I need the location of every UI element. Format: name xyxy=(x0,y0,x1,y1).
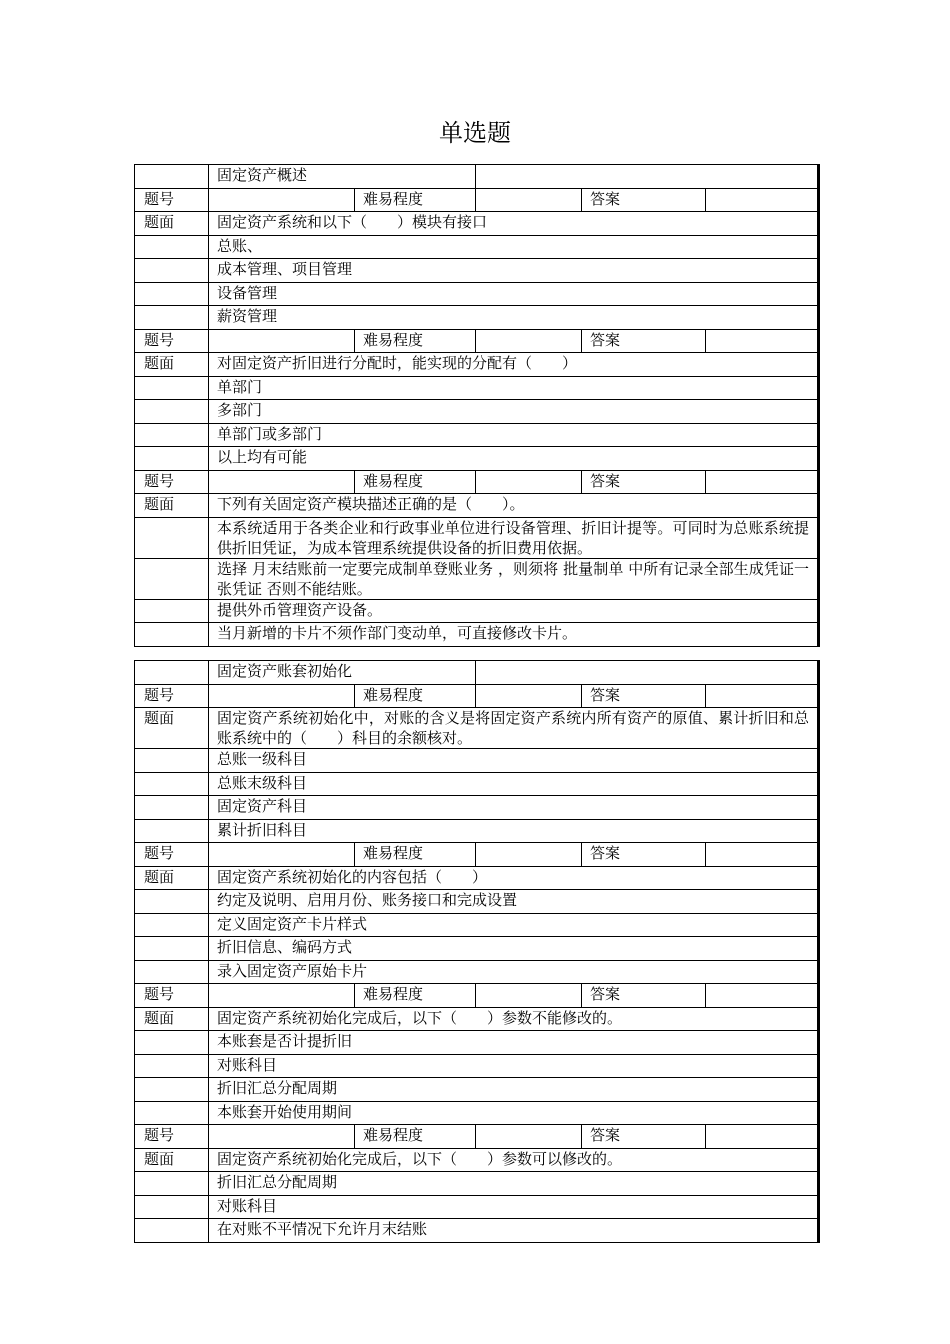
option-text: 总账末级科目 xyxy=(209,772,819,796)
answer-value xyxy=(706,684,819,708)
option-blank-cell xyxy=(135,235,209,259)
option-blank-cell xyxy=(135,599,209,623)
option-text: 单部门 xyxy=(209,376,819,400)
answer-value xyxy=(706,1125,819,1149)
question-stem-row xyxy=(135,866,819,890)
option-row xyxy=(135,960,819,984)
option-blank-cell xyxy=(135,1078,209,1102)
option-text: 本账套开始使用期间 xyxy=(209,1101,819,1125)
option-text: 成本管理、项目管理 xyxy=(209,259,819,283)
option-row xyxy=(135,937,819,961)
option-text: 折旧信息、编码方式 xyxy=(209,937,819,961)
question-meta-row xyxy=(135,470,819,494)
option-row xyxy=(135,819,819,843)
option-text: 本系统适用于各类企业和行政事业单位进行设备管理、折旧计提等。可同时为总账系统提供折旧凭证，为成本管理系统提供设备的折旧费用依据。 xyxy=(209,517,819,558)
option-text: 固定资产科目 xyxy=(209,796,819,820)
option-text: 薪资管理 xyxy=(209,306,819,330)
heading-blank-cell xyxy=(135,165,209,189)
question-stem-row xyxy=(135,1007,819,1031)
option-row xyxy=(135,796,819,820)
option-blank-cell xyxy=(135,517,209,558)
option-row xyxy=(135,447,819,471)
section-heading: 固定资产概述 xyxy=(209,165,476,189)
question-stem-row xyxy=(135,494,819,518)
question-no-value xyxy=(209,188,355,212)
option-text: 对账科目 xyxy=(209,1054,819,1078)
question-meta-row xyxy=(135,843,819,867)
question-no-label: 题号 xyxy=(135,684,209,708)
difficulty-value xyxy=(476,843,582,867)
stem-label: 题面 xyxy=(135,1148,209,1172)
answer-label: 答案 xyxy=(582,470,706,494)
answer-label: 答案 xyxy=(582,329,706,353)
difficulty-label: 难易程度 xyxy=(355,188,476,212)
question-table-account-initialization xyxy=(134,660,820,1243)
page-title: 单选题 xyxy=(439,119,511,147)
answer-value xyxy=(706,188,819,212)
option-blank-cell xyxy=(135,376,209,400)
option-blank-cell xyxy=(135,623,209,647)
question-stem-row xyxy=(135,353,819,377)
heading-blank-cell xyxy=(476,661,819,685)
option-text: 单部门或多部门 xyxy=(209,423,819,447)
option-text: 总账、 xyxy=(209,235,819,259)
option-row xyxy=(135,913,819,937)
option-text: 对账科目 xyxy=(209,1195,819,1219)
question-stem: 固定资产系统和以下（ ）模块有接口 xyxy=(209,212,819,236)
option-row xyxy=(135,400,819,424)
stem-label: 题面 xyxy=(135,1007,209,1031)
option-row xyxy=(135,1054,819,1078)
option-blank-cell xyxy=(135,796,209,820)
question-stem: 固定资产系统初始化完成后，以下（ ）参数不能修改的。 xyxy=(209,1007,819,1031)
question-meta-row xyxy=(135,1125,819,1149)
option-text: 以上均有可能 xyxy=(209,447,819,471)
option-text: 定义固定资产卡片样式 xyxy=(209,913,819,937)
question-stem: 固定资产系统初始化完成后，以下（ ）参数可以修改的。 xyxy=(209,1148,819,1172)
option-text: 录入固定资产原始卡片 xyxy=(209,960,819,984)
option-text: 当月新增的卡片不须作部门变动单，可直接修改卡片。 xyxy=(209,623,819,647)
question-table-fixed-assets-overview xyxy=(134,164,820,647)
question-no-label: 题号 xyxy=(135,188,209,212)
question-no-label: 题号 xyxy=(135,470,209,494)
section-heading-row xyxy=(135,661,819,685)
option-blank-cell xyxy=(135,1054,209,1078)
option-text: 选择 月末结账前一定要完成制单登账业务 ，则须将 批量制单 中所有记录全部生成凭证一张凭证 否则不能结账。 xyxy=(209,558,819,599)
heading-blank-cell xyxy=(135,661,209,685)
option-text: 设备管理 xyxy=(209,282,819,306)
option-row xyxy=(135,282,819,306)
option-row xyxy=(135,749,819,773)
option-row xyxy=(135,1172,819,1196)
option-blank-cell xyxy=(135,423,209,447)
option-row xyxy=(135,259,819,283)
question-stem: 固定资产系统初始化中，对账的含义是将固定资产系统内所有资产的原值、累计折旧和总账系统中的（ ）科目的余额核对。 xyxy=(209,708,819,749)
question-no-value xyxy=(209,1125,355,1149)
question-no-value xyxy=(209,329,355,353)
option-blank-cell xyxy=(135,306,209,330)
option-blank-cell xyxy=(135,259,209,283)
question-no-value xyxy=(209,984,355,1008)
question-stem-row xyxy=(135,708,819,749)
option-row xyxy=(135,599,819,623)
stem-label: 题面 xyxy=(135,353,209,377)
option-text: 在对账不平情况下允许月末结账 xyxy=(209,1219,819,1243)
option-row xyxy=(135,235,819,259)
option-text: 提供外币管理资产设备。 xyxy=(209,599,819,623)
answer-label: 答案 xyxy=(582,1125,706,1149)
option-blank-cell xyxy=(135,447,209,471)
option-blank-cell xyxy=(135,1031,209,1055)
question-stem-row xyxy=(135,1148,819,1172)
option-text: 多部门 xyxy=(209,400,819,424)
heading-blank-cell xyxy=(476,165,819,189)
difficulty-label: 难易程度 xyxy=(355,1125,476,1149)
question-stem: 对固定资产折旧进行分配时，能实现的分配有（ ） xyxy=(209,353,819,377)
option-text: 折旧汇总分配周期 xyxy=(209,1172,819,1196)
question-meta-row xyxy=(135,684,819,708)
question-stem: 固定资产系统初始化的内容包括（ ） xyxy=(209,866,819,890)
difficulty-value xyxy=(476,1125,582,1149)
option-text: 约定及说明、启用月份、账务接口和完成设置 xyxy=(209,890,819,914)
question-no-label: 题号 xyxy=(135,984,209,1008)
option-text: 累计折旧科目 xyxy=(209,819,819,843)
option-row xyxy=(135,423,819,447)
question-no-label: 题号 xyxy=(135,843,209,867)
question-stem: 下列有关固定资产模块描述正确的是（ ）。 xyxy=(209,494,819,518)
answer-label: 答案 xyxy=(582,684,706,708)
option-blank-cell xyxy=(135,937,209,961)
question-stem-row xyxy=(135,212,819,236)
answer-label: 答案 xyxy=(582,188,706,212)
question-meta-row xyxy=(135,984,819,1008)
stem-label: 题面 xyxy=(135,494,209,518)
question-no-value xyxy=(209,684,355,708)
difficulty-label: 难易程度 xyxy=(355,843,476,867)
option-blank-cell xyxy=(135,1172,209,1196)
option-row xyxy=(135,623,819,647)
answer-label: 答案 xyxy=(582,843,706,867)
option-text: 总账一级科目 xyxy=(209,749,819,773)
difficulty-label: 难易程度 xyxy=(355,329,476,353)
stem-label: 题面 xyxy=(135,866,209,890)
option-row xyxy=(135,1101,819,1125)
difficulty-label: 难易程度 xyxy=(355,470,476,494)
question-no-value xyxy=(209,470,355,494)
option-blank-cell xyxy=(135,913,209,937)
answer-value xyxy=(706,984,819,1008)
option-blank-cell xyxy=(135,819,209,843)
difficulty-value xyxy=(476,684,582,708)
section-heading: 固定资产账套初始化 xyxy=(209,661,476,685)
option-row xyxy=(135,558,819,599)
option-text: 折旧汇总分配周期 xyxy=(209,1078,819,1102)
option-row xyxy=(135,376,819,400)
option-blank-cell xyxy=(135,1219,209,1243)
difficulty-value xyxy=(476,188,582,212)
option-row xyxy=(135,517,819,558)
answer-value xyxy=(706,843,819,867)
option-blank-cell xyxy=(135,749,209,773)
option-text: 本账套是否计提折旧 xyxy=(209,1031,819,1055)
answer-label: 答案 xyxy=(582,984,706,1008)
option-row xyxy=(135,1031,819,1055)
difficulty-label: 难易程度 xyxy=(355,684,476,708)
answer-value xyxy=(706,329,819,353)
question-meta-row xyxy=(135,329,819,353)
option-blank-cell xyxy=(135,558,209,599)
option-blank-cell xyxy=(135,1195,209,1219)
option-row xyxy=(135,306,819,330)
option-row xyxy=(135,1195,819,1219)
option-row xyxy=(135,772,819,796)
section-heading-row xyxy=(135,165,819,189)
stem-label: 题面 xyxy=(135,212,209,236)
difficulty-value xyxy=(476,329,582,353)
option-blank-cell xyxy=(135,1101,209,1125)
option-row xyxy=(135,1219,819,1243)
option-blank-cell xyxy=(135,400,209,424)
option-blank-cell xyxy=(135,282,209,306)
question-no-label: 题号 xyxy=(135,329,209,353)
question-no-label: 题号 xyxy=(135,1125,209,1149)
difficulty-label: 难易程度 xyxy=(355,984,476,1008)
stem-label: 题面 xyxy=(135,708,209,749)
option-blank-cell xyxy=(135,960,209,984)
question-no-value xyxy=(209,843,355,867)
answer-value xyxy=(706,470,819,494)
difficulty-value xyxy=(476,470,582,494)
option-row xyxy=(135,1078,819,1102)
question-meta-row xyxy=(135,188,819,212)
option-blank-cell xyxy=(135,772,209,796)
difficulty-value xyxy=(476,984,582,1008)
option-row xyxy=(135,890,819,914)
option-blank-cell xyxy=(135,890,209,914)
